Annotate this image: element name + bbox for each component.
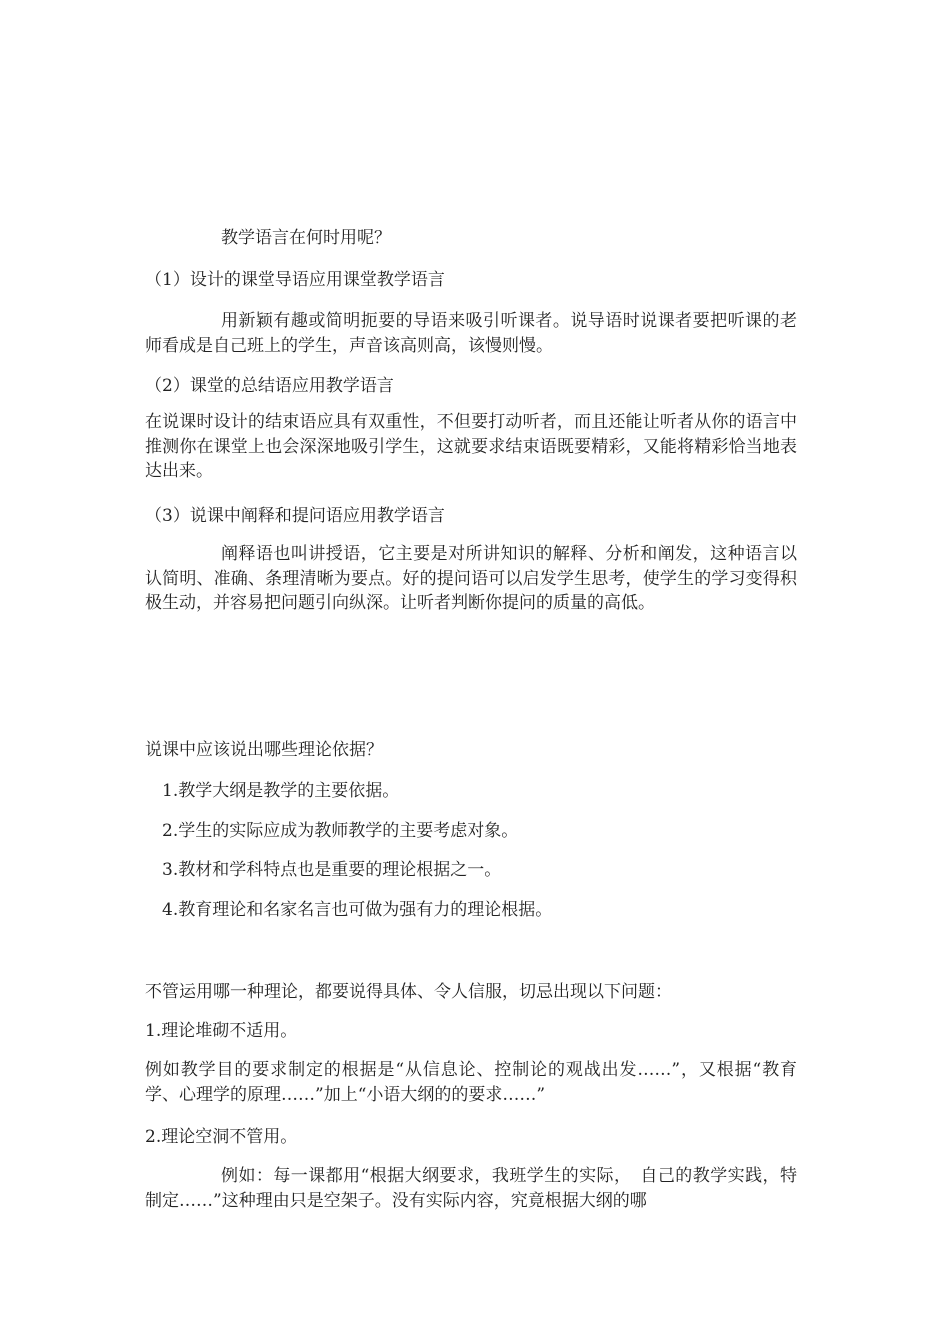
theory-list-item: 2.学生的实际应成为教师教学的主要考虑对象。 [162,821,519,841]
section1-heading-3: （3）说课中阐释和提问语应用教学语言 [145,506,445,526]
section1-question: 教学语言在何时用呢？ [221,228,391,248]
section1-paragraph-3: 阐释语也叫讲授语，它主要是对所讲知识的解释、分析和阐发，这种语言以认简明、准确、条理清晰为要点。好的提问语可以启发学生思考，使学生的学习变得积极生动，并容易把问题引向纵深。让听者判断你提问的质量的高低。 [145,544,797,613]
problem-1-example: 例如教学目的要求制定的根据是“从信息论、控制论的观战出发……”，又根据“教育学、心理学的原理……”加上“小语大纲的的要求……” [145,1060,797,1105]
problem-2-heading: 2.理论空洞不管用。 [145,1127,298,1147]
problem-2-example: 例如：每一课都用“根据大纲要求，我班学生的实际， 自己的教学实践，特制定……”这种理由只是空架子。没有实际内容，究竟根据大纲的哪 [145,1166,797,1211]
section1-heading-1: （1）设计的课堂导语应用课堂教学语言 [145,270,445,290]
theory-list-item: 4.教育理论和名家名言也可做为强有力的理论根据。 [162,900,553,920]
section1-paragraph-1: 用新颖有趣或简明扼要的导语来吸引听课者。说导语时说课者要把听课的老师看成是自己班上的学生，声音该高则高，该慢则慢。 [145,311,797,356]
section2-question: 说课中应该说出哪些理论依据？ [145,740,383,760]
theory-list-item: 3.教材和学科特点也是重要的理论根据之一。 [162,860,502,880]
theory-list-item: 1.教学大纲是教学的主要依据。 [162,781,400,801]
section1-paragraph-2: 在说课时设计的结束语应具有双重性，不但要打动听者，而且还能让听者从你的语言中推测你在课堂上也会深深地吸引学生，这就要求结束语既要精彩，又能将精彩恰当地表达出来。 [145,412,797,481]
section3-intro: 不管运用哪一种理论，都要说得具体、令人信服，切忌出现以下问题： [145,982,672,1002]
section1-heading-2: （2）课堂的总结语应用教学语言 [145,376,394,396]
problem-1-heading: 1.理论堆砌不适用。 [145,1021,298,1041]
